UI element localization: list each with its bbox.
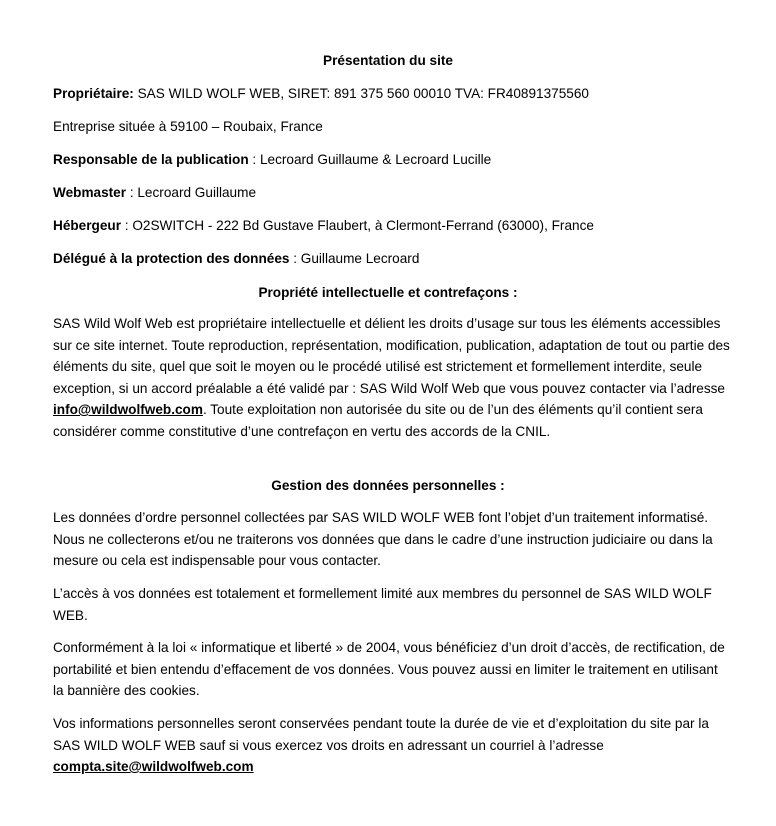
personal-data-paragraph-3: Conformément à la loi « informatique et liberté » de 2004, vous bénéficiez d’un droit d’accès, de rectification, de portabilité et bien entendu d’effacement de vos données. Vous pouvez aussi en limiter le traitement en utilisant la bannière des cookies. [53, 640, 725, 698]
personal-data-paragraph-4 [53, 713, 726, 778]
location-line: Entreprise située à 59100 – Roubaix, France [53, 119, 323, 134]
responsible-label: Responsable de la publication [53, 152, 249, 167]
retention-text: Vos informations personnelles seront conservées pendant toute la durée de vie et d’exploitation du site par la SAS WILD WOLF WEB sauf si vous exercez vos droits en adressant un courriel à l’adresse [53, 716, 709, 753]
ip-text-after: . Toute exploitation non autorisée du site ou de l’un des éléments qu’il contient sera considérer comme constitutive d’une contrefaçon en vertu des accords de la CNIL. [53, 402, 703, 439]
dpo-label: Délégué à la protection des données [53, 251, 290, 266]
section-title-intellectual-property: Propriété intellectuelle et contrefaçons : [258, 285, 518, 300]
personal-data-paragraph-2: L’accès à vos données est totalement et formellement limité aux membres du personnel de SAS WILD WOLF WEB. [53, 586, 712, 623]
webmaster-label: Webmaster [53, 185, 127, 200]
owner-label: Propriétaire: [53, 86, 134, 101]
responsible-value: : Lecroard Guillaume & Lecroard Lucille [248, 152, 492, 167]
section-title-presentation: Présentation du site [323, 53, 453, 68]
ip-text-before: SAS Wild Wolf Web est propriétaire intellectuelle et délient les droits d’usage sur tous les éléments accessibles sur ce site internet. Toute reproduction, représentation, modification, publication, adaptation de tout ou partie des éléments du site, quel que soit le moyen ou le procédé utilisé est strictement et formellement interdite, seule exception, si un accord préalable a été validé par : SAS Wild Wolf Web que vous pouvez contacter via l’adresse [53, 316, 730, 396]
host-value: : O2SWITCH - 222 Bd Gustave Flaubert, à Clermont-Ferrand (63000), France [121, 218, 594, 233]
owner-value: SAS WILD WOLF WEB, SIRET: 891 375 560 00010 TVA: FR40891375560 [133, 86, 589, 101]
owner-line [53, 83, 746, 105]
host-line [53, 215, 746, 237]
section-title-personal-data: Gestion des données personnelles : [271, 478, 505, 493]
dpo-line [53, 248, 746, 270]
info-email-link[interactable]: info@wildwolfweb.com [53, 402, 203, 417]
responsible-line [53, 149, 746, 171]
dpo-value: : Guillaume Lecroard [289, 251, 420, 266]
webmaster-line [53, 182, 746, 204]
host-label: Hébergeur [53, 218, 121, 233]
webmaster-value: : Lecroard Guillaume [126, 185, 257, 200]
personal-data-paragraph-1: Les données d’ordre personnel collectées par SAS WILD WOLF WEB font l’objet d’un traitement informatisé. Nous ne collecterons et/ou ne traiterons vos données que dans le cadre d’une instruction judiciaire ou dans la mesure ou cela est indispensable pour vous contacter. [53, 510, 713, 568]
compta-email-link[interactable]: compta.site@wildwolfweb.com [53, 759, 254, 774]
intellectual-property-paragraph [53, 313, 730, 442]
